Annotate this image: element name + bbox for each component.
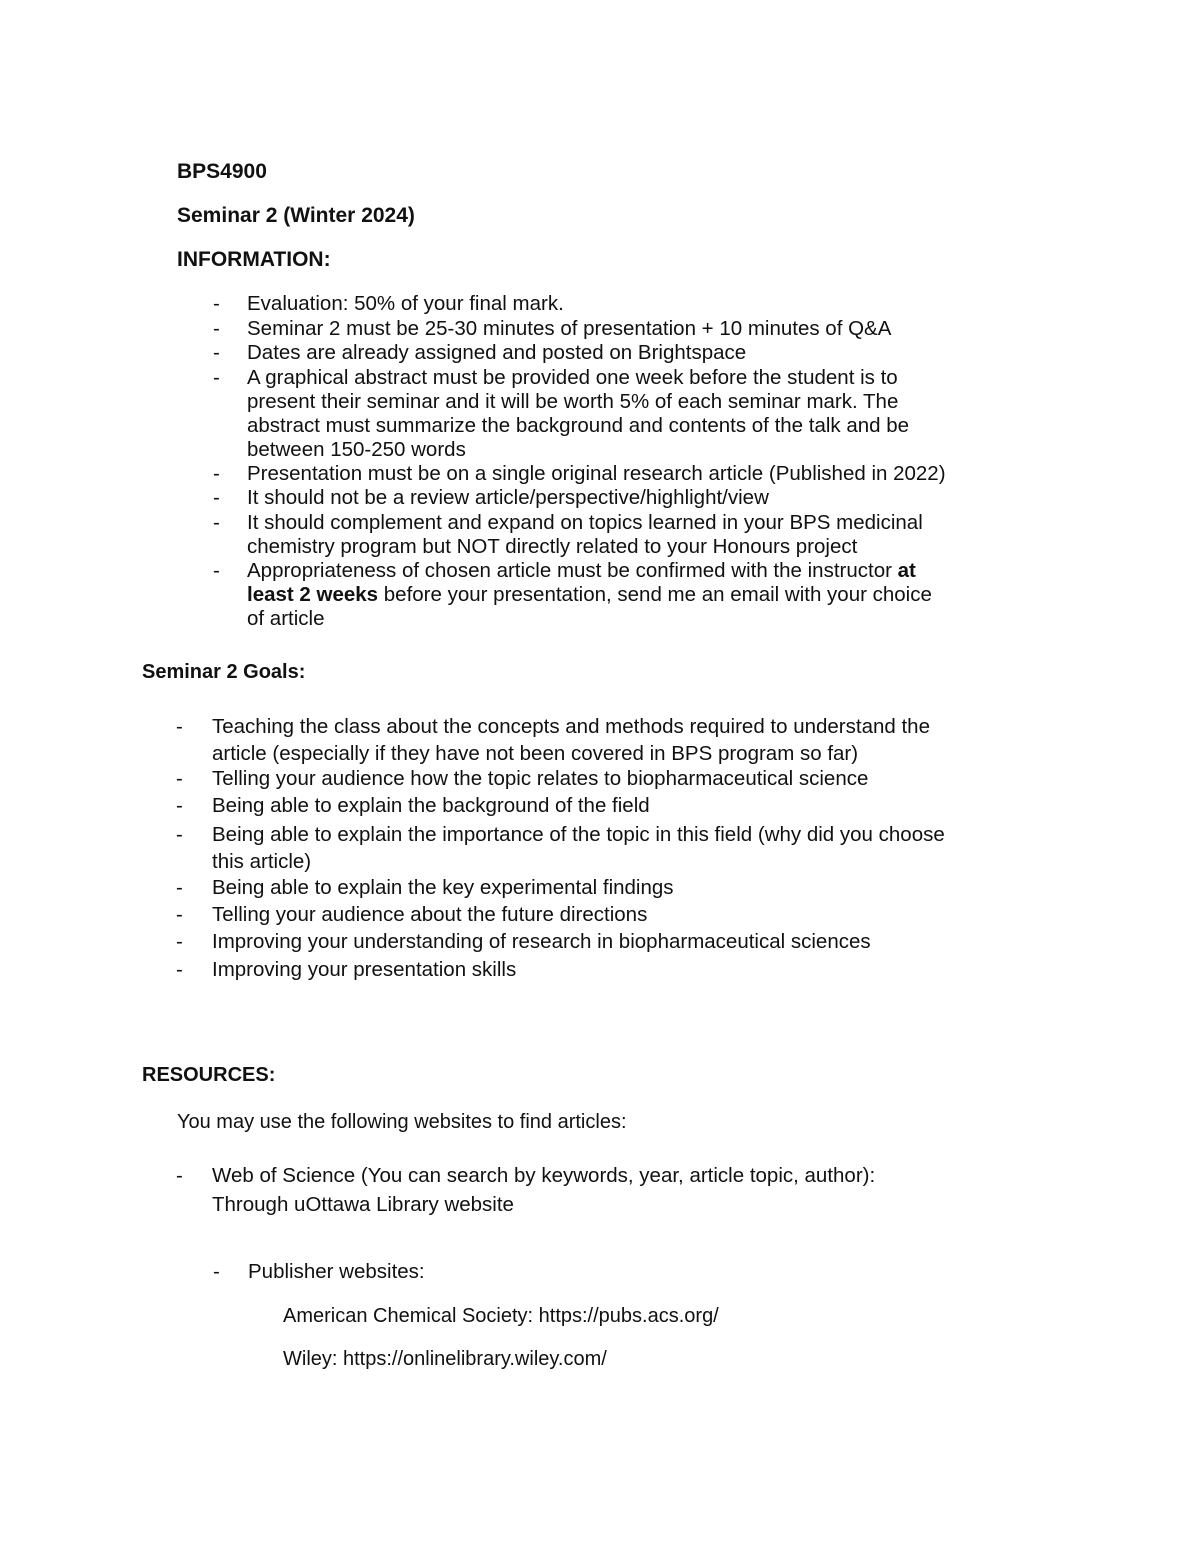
information-item-text: Appropriateness of chosen article must be confirmed with the instructor <box>247 559 898 582</box>
information-item-text: Evaluation: 50% of your final mark. <box>247 292 564 315</box>
publisher-heading: Publisher websites: <box>248 1260 425 1283</box>
bullet-dash: - <box>176 767 183 790</box>
seminar-title: Seminar 2 (Winter 2024) <box>177 204 415 227</box>
information-item-text: Dates are already assigned and posted on Brightspace <box>247 341 747 364</box>
bullet-dash: - <box>213 559 220 582</box>
goal-item-text: Improving your understanding of research in biopharmaceutical sciences <box>212 930 871 953</box>
information-item-text: It should not be a review article/perspective/highlight/view <box>247 486 769 509</box>
information-item-text: between 150-250 words <box>247 438 466 461</box>
information-item-text: chemistry program but NOT directly related to your Honours project <box>247 535 858 558</box>
bullet-dash: - <box>176 1164 183 1187</box>
bullet-dash: - <box>176 958 183 981</box>
resources-heading: RESOURCES: <box>142 1064 276 1086</box>
information-item-text: present their seminar and it will be worth 5% of each seminar mark. The <box>247 390 899 413</box>
information-item-text: abstract must summarize the background and contents of the talk and be <box>247 414 910 437</box>
bullet-dash: - <box>176 715 183 738</box>
emphasis-text: at <box>897 559 916 582</box>
bullet-dash: - <box>213 292 220 315</box>
information-item-line <box>247 559 932 583</box>
information-item-text: before your presentation, send me an email with your choice <box>378 583 932 606</box>
goal-item-text: this article) <box>212 850 312 873</box>
bullet-dash: - <box>213 511 220 534</box>
information-item-text: of article <box>247 607 325 630</box>
information-item-text: Seminar 2 must be 25-30 minutes of presentation + 10 minutes of Q&A <box>247 317 892 340</box>
bullet-dash: - <box>213 341 220 364</box>
goal-item-text: Being able to explain the background of the field <box>212 794 650 817</box>
emphasis-text: least 2 weeks <box>247 583 379 606</box>
bullet-dash: - <box>213 366 220 389</box>
resources-intro: You may use the following websites to find articles: <box>177 1111 627 1133</box>
resource-item-text: Web of Science (You can search by keywords, year, article topic, author): <box>212 1164 876 1187</box>
information-item-line <box>247 583 932 607</box>
goal-item-text: Telling your audience how the topic relates to biopharmaceutical science <box>212 767 869 790</box>
bullet-dash: - <box>213 462 220 485</box>
bullet-dash: - <box>176 794 183 817</box>
bullet-dash: - <box>176 903 183 926</box>
bullet-dash: - <box>176 930 183 953</box>
publisher-acs: American Chemical Society: https://pubs.acs.org/ <box>283 1305 719 1327</box>
information-heading: INFORMATION: <box>177 248 331 271</box>
goal-item-text: Improving your presentation skills <box>212 958 517 981</box>
bullet-dash: - <box>213 486 220 509</box>
goal-item-text: Teaching the class about the concepts and methods required to understand the <box>212 715 930 738</box>
bullet-dash: - <box>213 317 220 340</box>
goal-item-text: Telling your audience about the future directions <box>212 903 648 926</box>
bullet-dash: - <box>176 823 183 846</box>
course-code: BPS4900 <box>177 160 267 183</box>
resource-item-text: Through uOttawa Library website <box>212 1193 514 1216</box>
bullet-dash: - <box>213 1260 220 1283</box>
bullet-dash: - <box>176 876 183 899</box>
information-item-text: A graphical abstract must be provided one week before the student is to <box>247 366 898 389</box>
information-item-text: Presentation must be on a single original research article (Published in 2022) <box>247 462 946 485</box>
goals-heading: Seminar 2 Goals: <box>142 661 306 683</box>
publisher-wiley: Wiley: https://onlinelibrary.wiley.com/ <box>283 1348 607 1370</box>
goal-item-text: article (especially if they have not been covered in BPS program so far) <box>212 742 859 765</box>
goal-item-text: Being able to explain the key experimental findings <box>212 876 674 899</box>
information-item-text: It should complement and expand on topics learned in your BPS medicinal <box>247 511 923 534</box>
goal-item-text: Being able to explain the importance of the topic in this field (why did you choose <box>212 823 945 846</box>
